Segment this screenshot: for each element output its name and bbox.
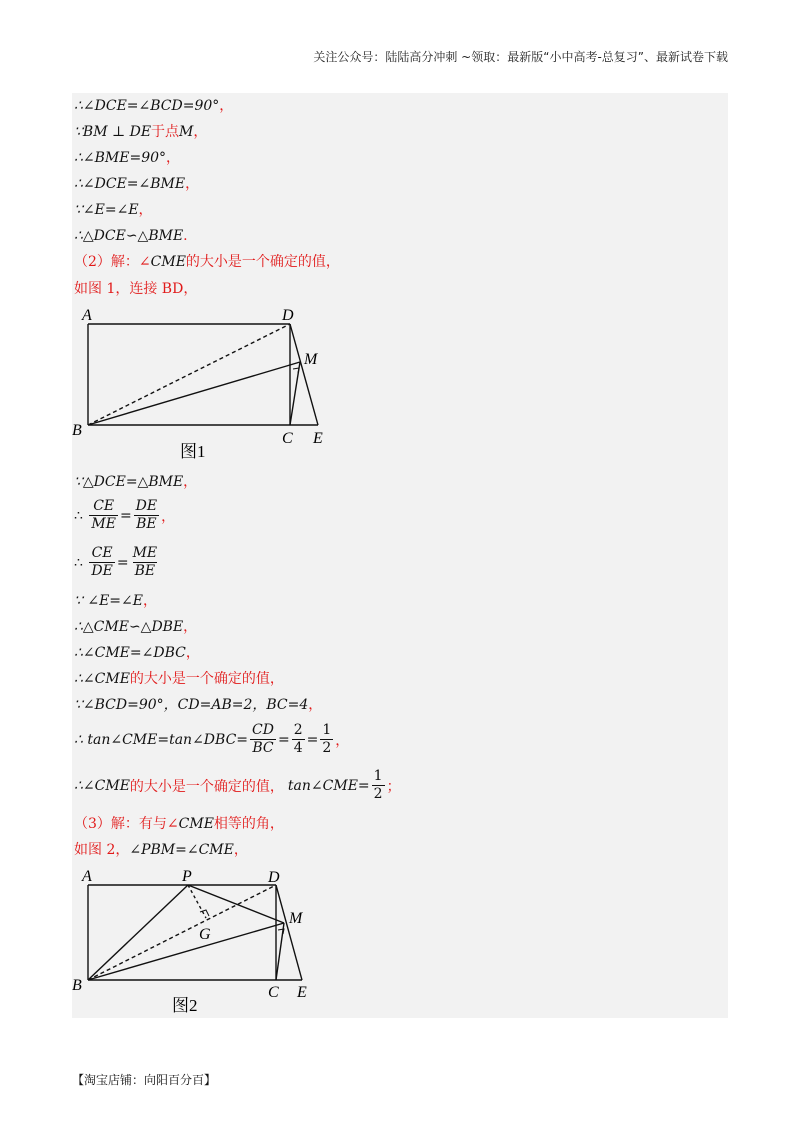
part2-heading: （2）解：∠CME的大小是一个确定的值，: [74, 254, 340, 270]
proof-line-4: ∴∠DCE=∠BME，: [74, 176, 200, 192]
proof-line-16: ∵∠BCD=90°，CD=AB=2，BC=4，: [74, 697, 323, 713]
proof-line-13: ∴△CME∽△DBE，: [74, 619, 198, 635]
label-M: M: [289, 910, 303, 927]
figure1-caption: 图1: [180, 442, 206, 461]
proof-line-6: ∴△DCE∽△BME.: [74, 228, 188, 244]
proof-line-5: ∵∠E=∠E，: [74, 202, 153, 218]
proof-line-12: ∵ ∠E=∠E，: [74, 593, 157, 609]
label-D: D: [268, 869, 280, 886]
proof-line-18: ∴∠ CME 的大小是一个确定的值， tan∠CME= $\frac{1}{2}$ ；: [74, 768, 401, 802]
figure2-intro: 如图 2，∠PBM=∠CME，: [74, 842, 248, 858]
figure-1: [72, 300, 342, 465]
label-E: E: [297, 984, 307, 1001]
proof-line-2: ∵BM ⊥ DE于点M，: [74, 124, 208, 140]
label-A: A: [82, 868, 92, 885]
figure-2: [72, 862, 332, 1018]
proof-line-10: ∴ $\frac{CE}{ME}$ = $\frac{DE}{BE}$ ，: [74, 498, 176, 532]
proof-line-14: ∴∠CME=∠DBC，: [74, 645, 200, 661]
figure1-intro: 如图 1，连接 BD，: [74, 281, 198, 297]
page-footer: 【淘宝店铺：向阳百分百】: [72, 1073, 217, 1087]
proof-line-9: ∵△DCE=△BME，: [74, 474, 198, 490]
label-A: A: [82, 307, 92, 324]
figure2-caption: 图2: [172, 996, 198, 1015]
page-header: 关注公众号：陆陆高分冲刺 ~领取：最新版“小中高考-总复习”、最新试卷下载: [313, 50, 728, 64]
label-M: M: [304, 351, 318, 368]
label-B: B: [72, 977, 82, 994]
label-D: D: [282, 307, 294, 324]
proof-line-1: ∴∠DCE=∠BCD=90°，: [74, 98, 234, 114]
proof-line-3: ∴∠BME=90°，: [74, 150, 181, 166]
proof-line-11: ∴ $\frac{CE}{DE}$ = $\frac{ME}{BE}$: [74, 545, 158, 579]
part3-heading: （3）解：有与∠CME相等的角，: [74, 816, 284, 832]
proof-line-15: ∴∠CME的大小是一个确定的值，: [74, 671, 284, 687]
proof-line-17: ∴ tan∠CME=tan∠DBC= $\frac{CD}{BC}$ = $\frac{2}{4}$ = $\frac{1}{2}$ ，: [74, 722, 350, 756]
label-E: E: [313, 430, 323, 447]
label-C: C: [282, 430, 293, 447]
label-B: B: [72, 422, 82, 439]
label-P: P: [182, 868, 192, 885]
label-C: C: [268, 984, 279, 1001]
label-G: G: [199, 926, 211, 943]
